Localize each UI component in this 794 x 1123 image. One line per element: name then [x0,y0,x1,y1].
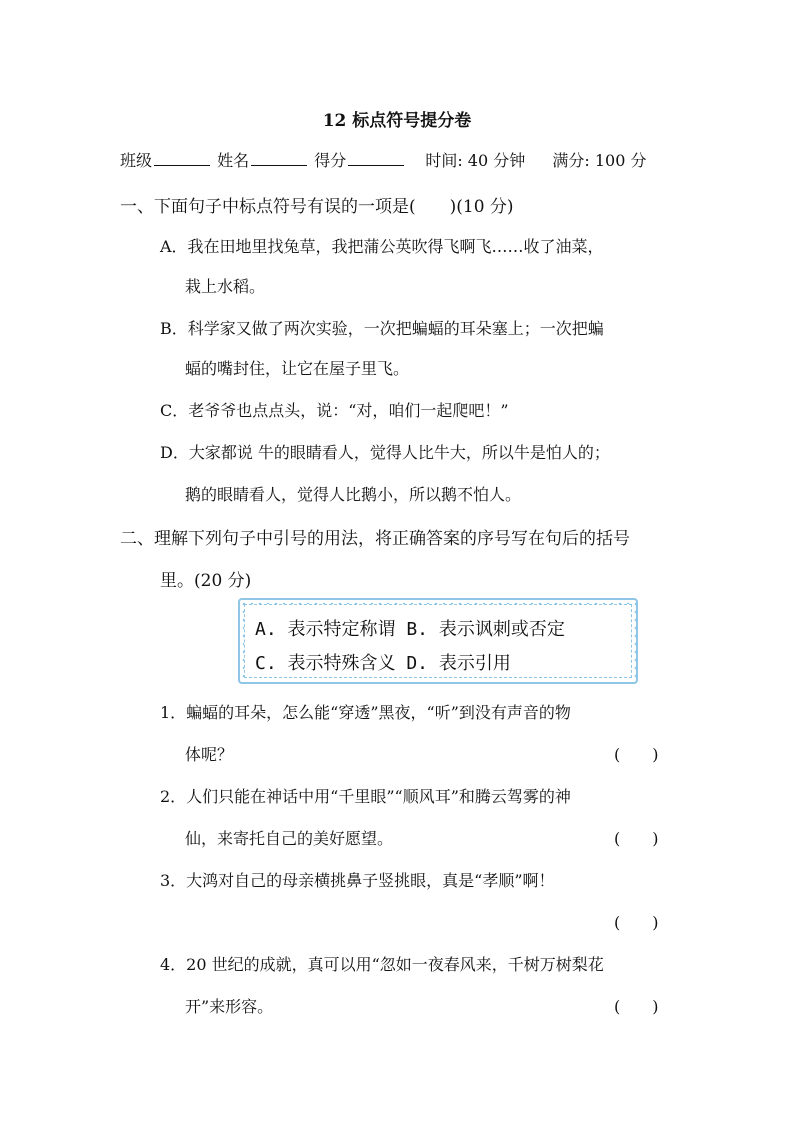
q1-option-d-line2: 鹅的眼睛看人，觉得人比鹅小，所以鹅不怕人。 [185,485,522,504]
q1-option-c-line1: C．老爷爷也点点头，说：“对，咱们一起爬吧！” [160,401,509,420]
answer-key-box-inner [244,604,632,678]
q2-heading-line1: 二、理解下列句子中引号的用法，将正确答案的序号写在句后的括号 [120,529,630,549]
q2-item-3-line1: 3．大鸿对自己的母亲横挑鼻子竖挑眼，真是“孝顺”啊！ [160,871,555,890]
q1-option-d-line1: D．大家都说 牛的眼睛看人，觉得人比牛大，所以牛是怕人的； [160,443,610,462]
q2-heading-line2: 里。(20 分) [160,571,252,591]
q1-option-a-line1: A．我在田地里找兔草，我把蒲公英吹得飞啊飞……收了油菜， [160,237,604,256]
q1-heading: 一、下面句子中标点符号有误的一项是( )(10 分) [120,197,514,217]
q2-item-3-answer[interactable]: ( ) [614,913,659,932]
page-title: 12 标点符号提分卷 [322,111,472,131]
answer-key-line1: A. 表示特定称谓 B. 表示讽刺或否定 [255,619,565,640]
name-blank[interactable] [251,149,307,166]
student-info-row [120,148,646,171]
score-label: 得分 [314,151,347,170]
q2-item-1-line2: 体呢？ [185,745,234,764]
class-blank[interactable] [154,149,210,166]
name-label: 姓名 [217,151,250,170]
full-score-text: 满分: 100 分 [552,151,647,170]
q2-item-2-answer[interactable]: ( ) [614,829,659,848]
q2-item-4-line1: 4．20 世纪的成就，真可以用“忽如一夜春风来，千树万树梨花 [160,955,604,974]
score-blank[interactable] [348,149,404,166]
q2-item-2-line1: 2．人们只能在神话中用“千里眼”“顺风耳”和腾云驾雾的神 [160,787,571,806]
q2-item-4-answer[interactable]: ( ) [614,997,659,1016]
q1-option-b-line2: 蝠的嘴封住，让它在屋子里飞。 [185,359,410,378]
q2-item-1-answer[interactable]: ( ) [614,745,659,764]
class-label: 班级 [120,151,153,170]
q2-item-4-line2: 开”来形容。 [185,997,274,1016]
answer-key-line2: C. 表示特殊含义 D. 表示引用 [255,653,511,674]
q1-option-a-line2: 栽上水稻。 [185,277,266,296]
answer-key-box [238,598,638,684]
q1-option-b-line1: B．科学家又做了两次实验，一次把蝙蝠的耳朵塞上；一次把蝙 [160,319,604,338]
q2-item-1-line1: 1．蝙蝠的耳朵，怎么能“穿透”黑夜，“听”到没有声音的物 [160,703,571,722]
q2-item-2-line2: 仙，来寄托自己的美好愿望。 [185,829,394,848]
time-text: 时间: 40 分钟 [425,151,526,170]
